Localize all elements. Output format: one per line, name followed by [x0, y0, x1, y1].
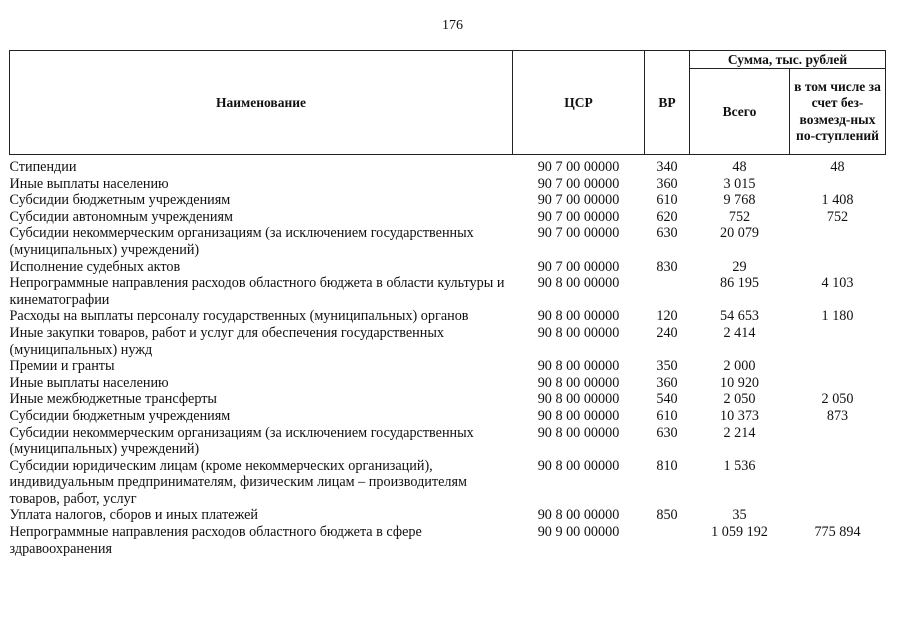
table-row [10, 375, 886, 392]
table-row [10, 325, 886, 358]
row-csr: 90 8 00 00000 [537, 358, 620, 375]
table-row [10, 391, 886, 408]
row-name: Субсидии некоммерческим организациям (за исключением государственных (муниципальных) учреждений) [9, 225, 474, 258]
row-csr: 90 7 00 00000 [537, 225, 620, 242]
row-csr: 90 8 00 00000 [537, 407, 620, 424]
table-row [10, 192, 886, 209]
row-vr: 620 [656, 208, 678, 225]
row-gratuitous [790, 325, 886, 358]
table-row [10, 408, 886, 425]
row-gratuitous: 1 180 [821, 308, 854, 325]
row-name: Иные выплаты населению [9, 175, 169, 192]
table-row [10, 507, 886, 524]
row-gratuitous: 1 408 [821, 192, 854, 209]
row-vr: 810 [656, 457, 678, 474]
table-body [10, 155, 886, 558]
row-csr: 90 7 00 00000 [537, 175, 620, 192]
row-csr: 90 7 00 00000 [537, 159, 620, 175]
row-vr [645, 524, 690, 557]
row-name: Иные межбюджетные трансферты [9, 391, 217, 408]
row-total: 29 [732, 258, 747, 275]
row-gratuitous [790, 375, 886, 392]
row-gratuitous: 873 [826, 407, 849, 424]
row-name: Субсидии бюджетным учреждениям [9, 407, 231, 424]
row-vr: 360 [656, 175, 678, 192]
row-name: Иные выплаты населению [9, 374, 169, 391]
row-gratuitous: 48 [830, 159, 845, 175]
row-vr: 350 [656, 358, 678, 375]
row-total: 9 768 [723, 192, 756, 209]
row-vr: 630 [656, 225, 678, 242]
header-name: Наименование [10, 51, 513, 155]
row-name: Непрограммные направления расходов областного бюджета в области культуры и кинематографии [9, 275, 505, 308]
budget-table [9, 50, 886, 557]
row-gratuitous: 752 [826, 208, 849, 225]
row-gratuitous [790, 458, 886, 508]
row-total: 2 214 [723, 424, 756, 441]
row-vr: 540 [656, 391, 678, 408]
row-gratuitous: 775 894 [814, 524, 861, 541]
row-total: 86 195 [719, 275, 759, 292]
row-gratuitous [790, 225, 886, 258]
row-csr: 90 8 00 00000 [537, 324, 620, 341]
row-total: 20 079 [719, 225, 759, 242]
row-total: 2 000 [723, 358, 756, 375]
row-name: Стипендии [9, 159, 77, 175]
table-row [10, 458, 886, 508]
row-total: 2 414 [723, 324, 756, 341]
row-vr: 610 [656, 192, 678, 209]
header-total: Всего [690, 69, 790, 155]
header-sum-group: Сумма, тыс. рублей [690, 51, 886, 69]
row-name: Уплата налогов, сборов и иных платежей [9, 507, 258, 524]
header-gratuitous: в том числе за счет без-возмезд-ных по-ступлений [790, 69, 886, 155]
row-name: Субсидии бюджетным учреждениям [9, 192, 231, 209]
table-row [10, 259, 886, 276]
row-gratuitous [790, 259, 886, 276]
row-gratuitous [790, 507, 886, 524]
row-csr: 90 8 00 00000 [537, 275, 620, 292]
row-total: 35 [732, 507, 747, 524]
row-vr: 240 [656, 324, 678, 341]
row-total: 10 373 [719, 407, 759, 424]
row-name: Расходы на выплаты персоналу государственных (муниципальных) органов [9, 308, 469, 325]
row-total: 54 653 [719, 308, 759, 325]
row-total: 2 050 [723, 391, 756, 408]
row-gratuitous [790, 176, 886, 193]
row-name: Исполнение судебных актов [9, 258, 181, 275]
row-total: 3 015 [723, 175, 756, 192]
header-vr: ВР [645, 51, 690, 155]
row-gratuitous [790, 425, 886, 458]
row-vr: 120 [656, 308, 678, 325]
row-csr: 90 7 00 00000 [537, 208, 620, 225]
row-vr: 630 [656, 424, 678, 441]
row-gratuitous: 2 050 [821, 391, 854, 408]
row-total: 10 920 [719, 374, 759, 391]
row-name: Субсидии автономным учреждениям [9, 208, 233, 225]
row-name: Субсидии юридическим лицам (кроме некоммерческих организаций), индивидуальным предпринимателям, физическим лицам – производителям товаров, работ, услуг [9, 457, 467, 507]
row-vr: 340 [656, 159, 678, 175]
row-csr: 90 7 00 00000 [537, 258, 620, 275]
row-name: Субсидии некоммерческим организациям (за исключением государственных (муниципальных) учреждений) [9, 424, 474, 458]
table-row [10, 425, 886, 458]
table-row [10, 524, 886, 557]
table-row [10, 155, 886, 176]
table-row [10, 176, 886, 193]
row-vr: 360 [656, 374, 678, 391]
row-total: 752 [728, 208, 751, 225]
page-number: 176 [442, 18, 463, 33]
table-row [10, 308, 886, 325]
row-total: 48 [732, 159, 747, 175]
row-csr: 90 9 00 00000 [537, 524, 620, 541]
row-csr: 90 7 00 00000 [537, 192, 620, 209]
table-header [10, 51, 886, 155]
row-name: Иные закупки товаров, работ и услуг для обеспечения государственных (муниципальных) нужд [9, 324, 444, 358]
row-vr: 850 [656, 507, 678, 524]
row-total: 1 536 [723, 457, 756, 474]
row-csr: 90 8 00 00000 [537, 507, 620, 524]
row-csr: 90 8 00 00000 [537, 391, 620, 408]
table-row [10, 275, 886, 308]
table-row [10, 209, 886, 226]
row-vr: 610 [656, 407, 678, 424]
row-name: Премии и гранты [9, 358, 115, 375]
row-total: 1 059 192 [711, 524, 768, 541]
table-row [10, 358, 886, 375]
row-csr: 90 8 00 00000 [537, 374, 620, 391]
header-csr: ЦСР [513, 51, 645, 155]
row-gratuitous: 4 103 [821, 275, 854, 292]
row-csr: 90 8 00 00000 [537, 424, 620, 441]
row-vr [645, 275, 690, 308]
row-gratuitous [790, 358, 886, 375]
row-csr: 90 8 00 00000 [537, 308, 620, 325]
row-vr: 830 [656, 258, 678, 275]
table-row [10, 225, 886, 258]
row-csr: 90 8 00 00000 [537, 457, 620, 474]
row-name: Непрограммные направления расходов областного бюджета в сфере здравоохранения [9, 524, 422, 557]
